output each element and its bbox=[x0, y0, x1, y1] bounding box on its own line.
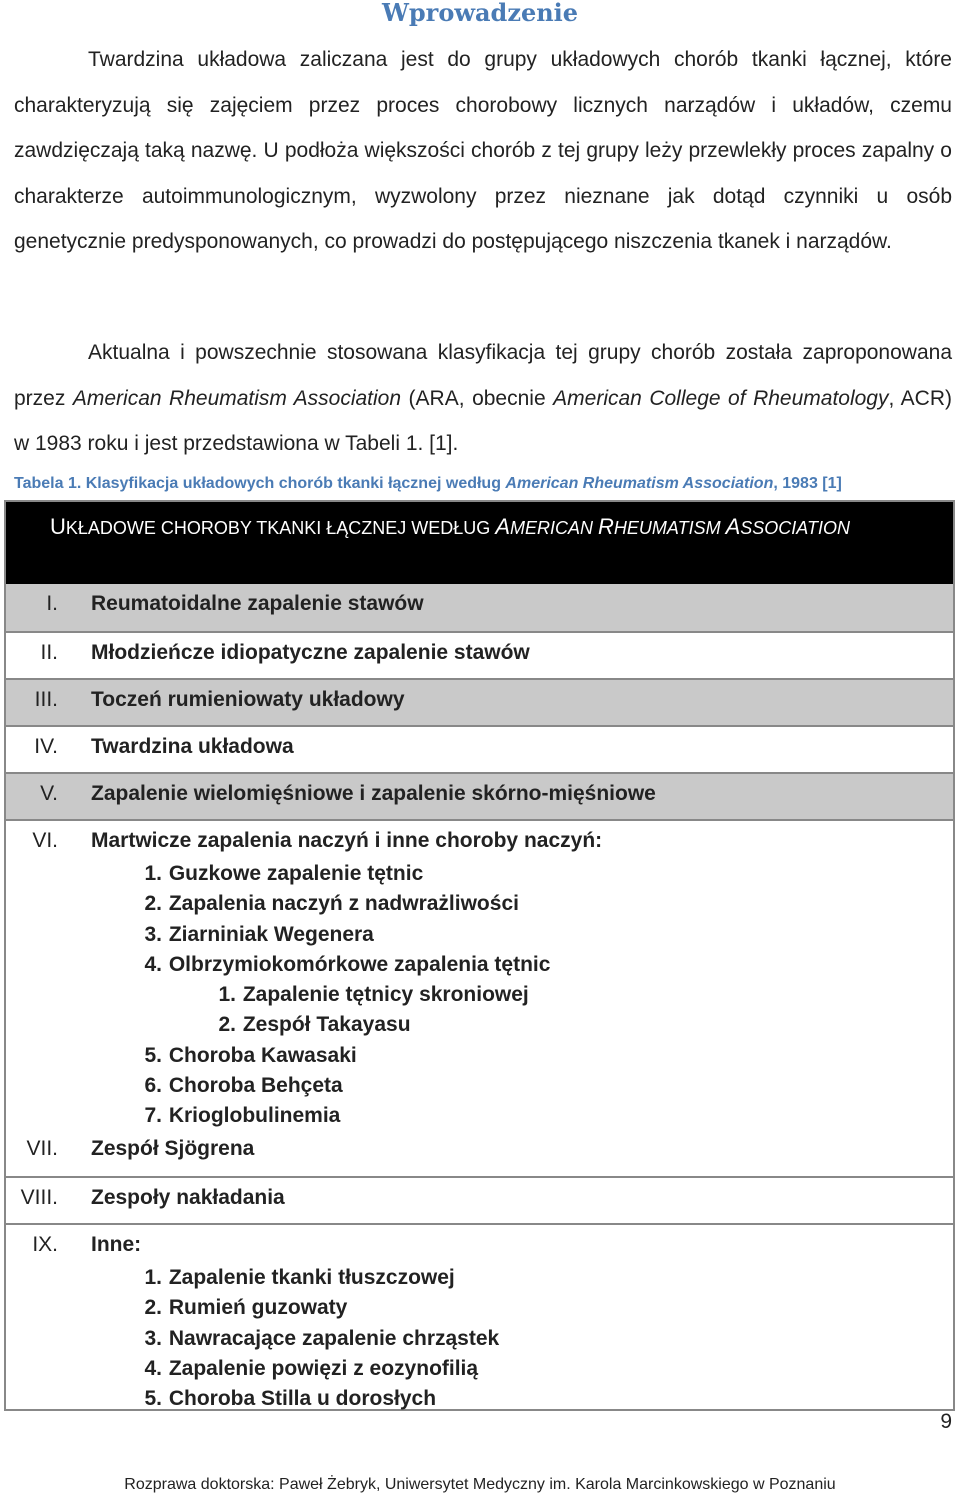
table-row bbox=[6, 1223, 953, 1409]
row-label: Zespół Sjögrena bbox=[91, 1137, 255, 1160]
table-row bbox=[6, 772, 953, 819]
list-item bbox=[91, 859, 602, 889]
list-item-number: 7. bbox=[144, 1104, 162, 1128]
table-row bbox=[6, 584, 953, 631]
row-label: Zespoły nakładania bbox=[91, 1186, 285, 1209]
row-label: Toczeń rumieniowaty układowy bbox=[91, 688, 405, 711]
row-label: Inne: bbox=[91, 1233, 142, 1256]
header-text: KŁADOWE CHOROBY TKANKI ŁĄCZNEJ WEDŁUG bbox=[65, 518, 496, 538]
paragraph-italic-ara: American Rheumatism Association bbox=[72, 386, 402, 410]
list-item bbox=[91, 1263, 499, 1293]
paragraph-text: Aktualna i powszechnie stosowana klasyfikacja tej grupy chorób została zaproponowana przez bbox=[14, 341, 952, 410]
list-item-number: 2. bbox=[144, 1296, 162, 1320]
list-item-number: 4. bbox=[144, 952, 162, 976]
row-number: IV. bbox=[34, 735, 58, 758]
list-item-text: Zapalenie tętnicy skroniowej bbox=[242, 983, 529, 1007]
row-number: I. bbox=[46, 592, 58, 615]
list-item-number: 2. bbox=[144, 892, 162, 916]
list-item bbox=[91, 950, 602, 980]
row-content bbox=[58, 829, 602, 1129]
table-row bbox=[6, 1129, 953, 1176]
list-item-text: Choroba Kawasaki bbox=[168, 1043, 357, 1067]
paragraph-intro bbox=[14, 37, 952, 265]
table-row bbox=[6, 1176, 953, 1223]
row-label: Twardzina układowa bbox=[91, 735, 294, 758]
row-label: Martwicze zapalenia naczyń i inne choroby naczyń: bbox=[91, 829, 603, 852]
list-item-text: Rumień guzowaty bbox=[168, 1296, 348, 1320]
list-item bbox=[91, 920, 602, 950]
list-item-text: Zespół Takayasu bbox=[242, 1013, 411, 1037]
list-item bbox=[91, 1071, 602, 1101]
row-number: III. bbox=[34, 688, 58, 711]
caption-suffix: , 1983 [1] bbox=[773, 475, 842, 492]
list-item bbox=[91, 980, 602, 1010]
paragraph-intro-text: Twardzina układowa zaliczana jest do grupy układowych chorób tkanki łącznej, które charakteryzują się zajęciem przez proces chorobowy licznych narządów i układów, czemu zawdzięczają taką nazwę. U podłoża większości chorób z tej grupy leży przewlekły proces zapalny o charakterze autoimmunologicznym, wyzwolony przez nieznane jak dotąd czynniki u osób genetycznie predysponowanych, co prowadzi do postępującego niszczenia tkanek i narządów. bbox=[14, 48, 952, 254]
list-item-number: 1. bbox=[144, 1266, 162, 1289]
list-item bbox=[91, 1354, 499, 1384]
paragraph-classification bbox=[14, 330, 952, 467]
classification-table bbox=[4, 500, 955, 1411]
paragraph-italic-acr: American College of Rheumatology bbox=[553, 386, 889, 410]
list-item-number: 1. bbox=[144, 862, 162, 885]
list-item bbox=[91, 889, 602, 919]
table-header bbox=[6, 502, 953, 584]
row-label: Zapalenie wielomięśniowe i zapalenie skórno-mięśniowe bbox=[91, 782, 656, 805]
list-item bbox=[91, 1041, 602, 1071]
list-item-text: Zapalenia naczyń z nadwrażliwości bbox=[168, 892, 519, 916]
list-item-text: Zapalenie powięzi z eozynofilią bbox=[168, 1356, 479, 1380]
list-item-text: Guzkowe zapalenie tętnic bbox=[168, 862, 424, 885]
header-text: HEUMATISM bbox=[613, 518, 726, 538]
list-item-text: Krioglobulinemia bbox=[168, 1104, 341, 1128]
paragraph-text: , ACR) w 1983 roku i jest przedstawiona w Tabeli 1. [1]. bbox=[14, 386, 953, 456]
header-text: A bbox=[725, 514, 741, 539]
row-label: Młodzieńcze idiopatyczne zapalenie stawów bbox=[91, 641, 530, 664]
list-item bbox=[91, 1384, 499, 1414]
table-row bbox=[6, 678, 953, 725]
list-item-text: Choroba Behçeta bbox=[168, 1074, 343, 1098]
page-footer: Rozprawa doktorska: Paweł Żebryk, Uniwersytet Medyczny im. Karola Marcinkowskiego w Poznaniu bbox=[124, 1476, 836, 1493]
row-number: V. bbox=[40, 782, 58, 805]
list-item bbox=[91, 1010, 602, 1040]
table-row bbox=[6, 725, 953, 772]
row-label: Reumatoidalne zapalenie stawów bbox=[91, 592, 424, 615]
paragraph-text: (ARA, obecnie bbox=[401, 386, 554, 410]
table-caption bbox=[14, 473, 954, 495]
list-item bbox=[91, 1324, 499, 1354]
header-text: A bbox=[495, 514, 510, 539]
list-item-number: 5. bbox=[144, 1043, 162, 1067]
caption-italic: American Rheumatism Association bbox=[505, 475, 774, 492]
list-item-number: 3. bbox=[144, 1326, 162, 1350]
list-item-number: 3. bbox=[144, 922, 162, 946]
list-item-text: Olbrzymiokomórkowe zapalenia tętnic bbox=[168, 952, 551, 976]
header-text: R bbox=[598, 514, 614, 539]
list-item-number: 1. bbox=[218, 983, 236, 1007]
list-item bbox=[91, 1101, 602, 1131]
header-text: U bbox=[50, 514, 66, 539]
list-item-text: Nawracające zapalenie chrząstek bbox=[168, 1326, 500, 1350]
row-number: VI. bbox=[32, 829, 58, 852]
table-row bbox=[6, 631, 953, 678]
list-item-text: Ziarniniak Wegenera bbox=[168, 922, 374, 946]
row-number: IX. bbox=[32, 1233, 58, 1256]
header-text: MERICAN bbox=[510, 518, 599, 538]
header-text: SSOCIATION bbox=[740, 518, 850, 538]
row-content bbox=[58, 1233, 499, 1409]
list-item-text: Zapalenie tkanki tłuszczowej bbox=[168, 1266, 455, 1289]
list-item-number: 4. bbox=[144, 1356, 162, 1380]
caption-prefix: Tabela 1. Klasyfikacja układowych chorób tkanki łącznej według bbox=[14, 475, 506, 492]
sub-list bbox=[91, 859, 602, 1132]
page-number: 9 bbox=[940, 1410, 952, 1433]
table-row bbox=[6, 819, 953, 1129]
list-item-number: 2. bbox=[218, 1013, 236, 1037]
list-item-text: Choroba Stilla u dorosłych bbox=[168, 1387, 437, 1411]
list-item-number: 5. bbox=[144, 1387, 162, 1411]
row-number: VIII. bbox=[20, 1186, 58, 1209]
list-item-number: 6. bbox=[144, 1074, 162, 1098]
row-number: II. bbox=[40, 641, 58, 664]
list-item bbox=[91, 1293, 499, 1323]
row-number: VII. bbox=[26, 1137, 58, 1160]
sub-list bbox=[91, 1263, 499, 1414]
section-heading: Wprowadzenie bbox=[381, 0, 579, 27]
